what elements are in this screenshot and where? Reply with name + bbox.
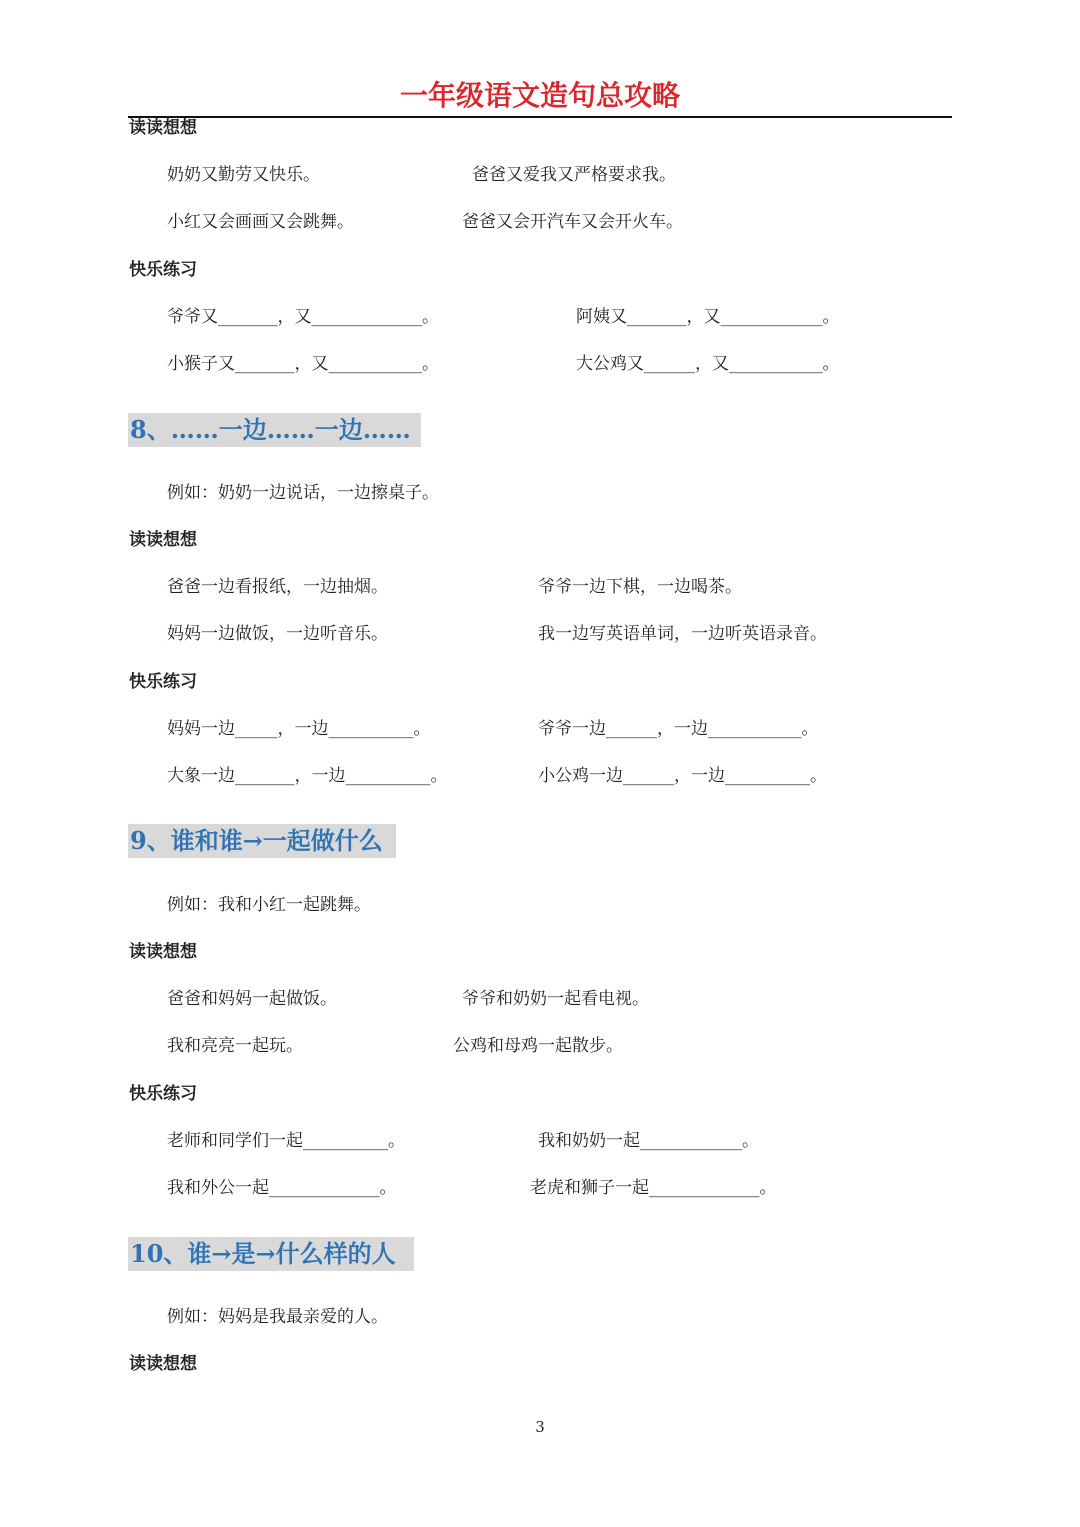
read-sentence: 爸爸又爱我又严格要求我。 — [472, 165, 676, 185]
practice-item: 小公鸡一边______，一边__________。 — [538, 766, 827, 786]
read-sentence: 爷爷一边下棋，一边喝茶。 — [538, 577, 742, 597]
practice-item: 老师和同学们一起__________。 — [167, 1131, 405, 1151]
practice-item: 小猴子又_______，又___________。 — [167, 354, 439, 374]
read-label: 读读想想 — [129, 1354, 197, 1374]
example-sentence: 例如：我和小红一起跳舞。 — [167, 895, 371, 915]
practice-item: 老虎和狮子一起_____________。 — [530, 1178, 777, 1198]
example-sentence: 例如：妈妈是我最亲爱的人。 — [167, 1307, 388, 1327]
practice-item: 大公鸡又______，又___________。 — [576, 354, 840, 374]
read-sentence: 我和亮亮一起玩。 — [167, 1036, 303, 1056]
read-sentence: 爸爸又会开汽车又会开火车。 — [462, 212, 683, 232]
read-label: 读读想想 — [129, 530, 197, 550]
read-sentence: 我一边写英语单词，一边听英语录音。 — [538, 624, 827, 644]
read-sentence: 小红又会画画又会跳舞。 — [167, 212, 354, 232]
section-heading-10: 10、谁→是→什么样的人 — [128, 1237, 414, 1271]
read-label: 读读想想 — [129, 118, 197, 138]
read-sentence: 奶奶又勤劳又快乐。 — [167, 165, 320, 185]
read-sentence: 公鸡和母鸡一起散步。 — [453, 1036, 623, 1056]
read-sentence: 爸爸一边看报纸，一边抽烟。 — [167, 577, 388, 597]
practice-item: 我和外公一起_____________。 — [167, 1178, 397, 1198]
practice-item: 妈妈一边_____，一边__________。 — [167, 719, 431, 739]
practice-item: 爷爷一边______，一边___________。 — [538, 719, 819, 739]
read-sentence: 妈妈一边做饭，一边听音乐。 — [167, 624, 388, 644]
title-rule — [128, 116, 952, 118]
read-sentence: 爸爸和妈妈一起做饭。 — [167, 989, 337, 1009]
practice-item: 我和奶奶一起____________。 — [538, 1131, 759, 1151]
section-heading-9: 9、谁和谁→一起做什么 — [128, 824, 396, 858]
practice-label: 快乐练习 — [129, 260, 197, 280]
page-number: 3 — [535, 1418, 545, 1436]
practice-label: 快乐练习 — [129, 1084, 197, 1104]
practice-item: 阿姨又_______，又____________。 — [576, 307, 840, 327]
practice-label: 快乐练习 — [129, 672, 197, 692]
document-title: 一年级语文造句总攻略 — [399, 79, 680, 112]
example-sentence: 例如：奶奶一边说话，一边擦桌子。 — [167, 483, 439, 503]
read-label: 读读想想 — [129, 942, 197, 962]
practice-item: 大象一边_______，一边__________。 — [167, 766, 448, 786]
read-sentence: 爷爷和奶奶一起看电视。 — [462, 989, 649, 1009]
practice-item: 爷爷又_______，又_____________。 — [167, 307, 439, 327]
section-heading-8: 8、……一边……一边…… — [128, 413, 421, 447]
